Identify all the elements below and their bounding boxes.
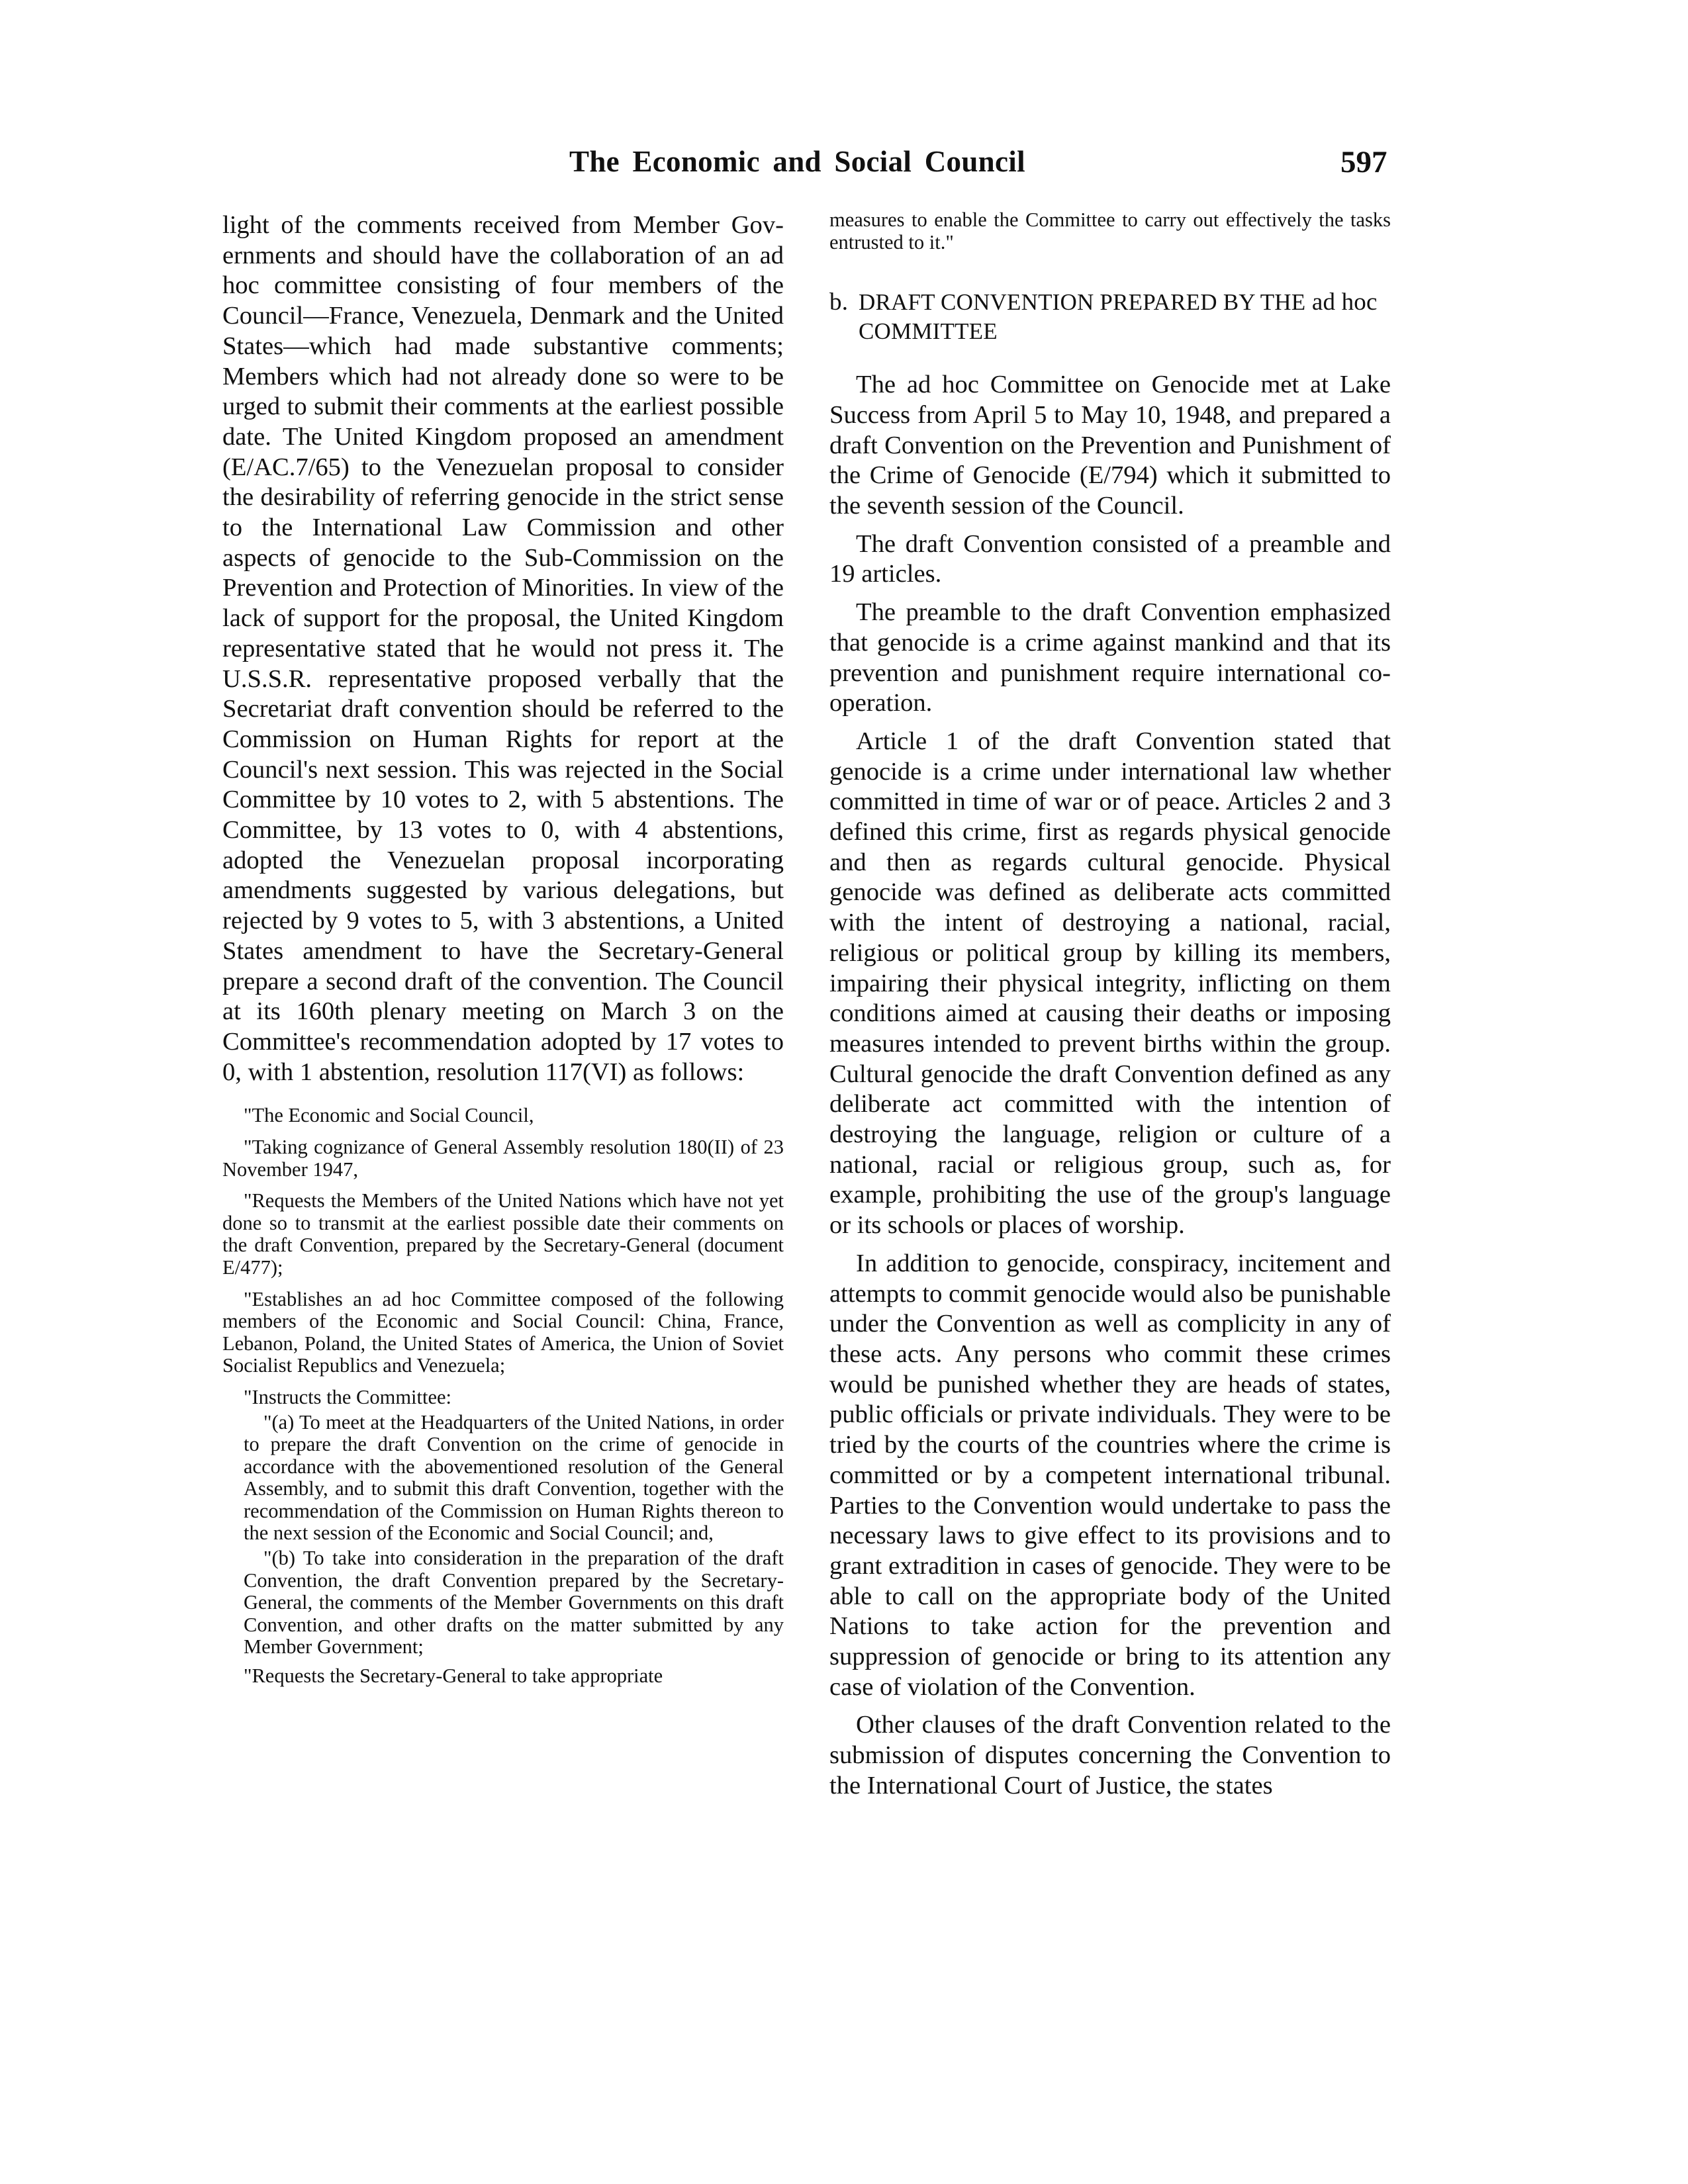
- quote-paragraph: "Establishes an ad hoc Committee composed of the following members of the Economic and Social Council: China, France, Lebanon, Poland, the United States of America, the Union of Soviet Socialist Republics and Venezuela;: [222, 1287, 784, 1377]
- page-number: 597: [1340, 145, 1387, 179]
- quote-paragraph: "Requests the Members of the United Nations which have not yet done so to transmit at the earliest possible date their comments on the draft Convention, prepared by the Secretary-General (document E/477);: [222, 1189, 784, 1279]
- body-paragraph: Article 1 of the draft Convention stated that genocide is a crime under international law whether committed in time of war or of peace. Articles 2 and 3 defined this crime, first as regards physical genocide and then as regards cultural genocide. Physical genocide was defined as deliberate acts committed with the intent of destroying a national, racial, religious or political group by killing its members, impairing their physical integrity, inflicting on them conditions aimed at causing their deaths or imposing measures intended to prevent births within the group. Cultural genocide the draft Convention defined as any deliberate act committed with the intention of destroying the language, religion or culture of a national, racial or religious group, such as, for example, prohibiting the use of the group's language or its schools or places of worship.: [829, 727, 1391, 1240]
- body-paragraph: The ad hoc Committee on Genocide met at Lake Success from April 5 to May 10, 1948, and prepared a draft Convention on the Prevention and Punishment of the Crime of Genocide (E/794) which it submitted to the seventh session of the Council.: [829, 371, 1391, 520]
- right-column: [829, 209, 1391, 1801]
- left-body-paragraph: light of the comments received from Member Governments and should have the collaboration of an ad hoc committee consisting of four members of the Council—France, Venezuela, Denmark and the United States—which had made substantive comments; Members which had not already done so were to be urged to submit their comments at the earliest possible date. The United Kingdom proposed an amendment (E/AC.7/65) to the Venezuelan proposal to consider the desirability of referring genocide in the strict sense to the International Law Commission and other aspects of genocide to the Sub-Commission on the Prevention and Protection of Minorities. In view of the lack of support for the proposal, the United Kingdom representative stated that he would not press it. The U.S.S.R. representative proposed verbally that the Secretariat draft convention should be referred to the Commission on Human Rights for report at the Council's next session. This was rejected in the Social Committee by 10 votes to 2, with 5 abstentions. The Committee, by 13 votes to 0, with 4 abstentions, adopted the Venezuelan proposal incorporating amendments suggested by various delegations, but rejected by 9 votes to 5, with 3 abstentions, a United States amendment to have the Secretary-General prepare a second draft of the convention. The Council at its 160th plenary meeting on March 3 on the Committee's recommendation adopted by 17 votes to 0, with 1 abstention, resolution 117(VI) as follows:: [222, 211, 784, 1086]
- section-title-part: DRAFT CONVENTION PREPARED BY THE: [859, 289, 1306, 316]
- body-paragraph: The draft Convention consisted of a preamble and 19 articles.: [829, 529, 1391, 588]
- quote-paragraph: "Instructs the Committee:: [244, 1385, 452, 1408]
- quote-paragraph: "Requests the Secretary-General to take appropriate: [244, 1664, 663, 1688]
- left-column: [222, 210, 784, 1688]
- running-head: The Economic and Social Council: [569, 145, 1025, 178]
- body-paragraph: In addition to genocide, conspiracy, incitement and attempts to commit genocide would also be punishable under the Convention as well as complicity in any of these acts. Any persons who commit these crimes would be punished whether they are heads of states, public officials or private individuals. They were to be tried by the courts of the countries where the crime is committed or by a competent international tribunal. Parties to the Convention would undertake to pass the necessary laws to give effect to its provisions and to grant extradition in cases of genocide. They were to be able to call on the appropriate body of the United Nations to take action for the prevention and suppression of genocide or bring to its attention any case of violation of the Convention.: [829, 1249, 1391, 1701]
- body-paragraph: The preamble to the draft Convention emphasized that genocide is a crime against mankind and that its prevention and punishment require international co-operation.: [829, 598, 1391, 717]
- quote-paragraph: "The Economic and Social Council,: [244, 1104, 534, 1127]
- section-heading: [829, 288, 1391, 346]
- resolution-quote: [222, 1105, 784, 1687]
- quote-subparagraph-b: "(b) To take into consideration in the preparation of the draft Convention, the draft Convention prepared by the Secretary-General, the comments of the Member Governments on this draft Convention, and other drafts on the matter submitted by any Member Government;: [244, 1547, 784, 1659]
- section-letter: b.: [829, 289, 849, 316]
- quote-paragraph: "Taking cognizance of General Assembly resolution 180(II) of 23 November 1947,: [222, 1135, 784, 1181]
- quote-continuation: measures to enable the Committee to carry out effectively the tasks entrusted to it.": [829, 208, 1391, 253]
- section-title-part: COMMITTEE: [859, 318, 998, 345]
- body-paragraph: Other clauses of the draft Convention related to the submission of disputes concerning the Convention to the International Court of Justice, the states: [829, 1711, 1391, 1799]
- section-title-italic: ad hoc: [1311, 289, 1378, 316]
- quote-subparagraph-a: "(a) To meet at the Headquarters of the United Nations, in order to prepare the draft Convention on the crime of genocide in accordance with the abovementioned resolution of the General Assembly, and to submit this draft Convention, together with the recommendation of the Commission on Human Rights thereon to the next session of the Economic and Social Council; and,: [244, 1410, 784, 1545]
